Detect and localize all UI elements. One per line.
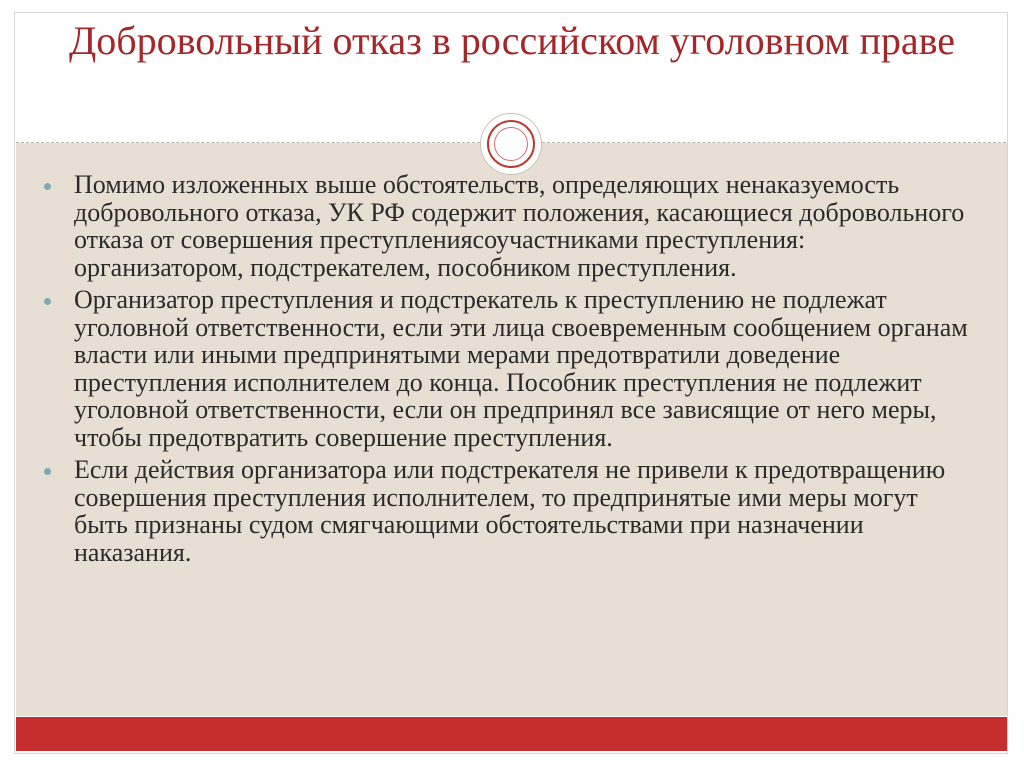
concentric-circle-ornament-icon (480, 113, 542, 175)
footer-bar (16, 717, 1007, 751)
bullet-text: Помимо изложенных выше обстоятельств, определяющих ненаказуемость добровольного отказа, УК РФ содержит положения, касающиеся добровольного отказа от совершения преступлениясоучастниками преступления: организатором, подстрекателем, пособником преступления. (74, 170, 965, 282)
bullet-text: Если действия организатора или подстрекателя не привели к предотвращению совершения преступления исполнителем, то предпринятые ими меры могут быть признаны судом смягчающими обстоятельствами при назначении наказания. (74, 455, 946, 567)
bullet-dot-icon (44, 468, 51, 475)
bullet-text: Организатор преступления и подстрекатель к преступлению не подлежат уголовной ответственности, если эти лица своевременным сообщением органам власти или иными предпринятыми мерами предотвратили доведение преступления исполнителем до конца. Пособник преступления не подлежит уголовной ответственности, если он предпринял все зависящие от него меры, чтобы предотвратить совершение преступления. (74, 285, 968, 452)
bullet-dot-icon (44, 298, 51, 305)
bullet-item (44, 456, 974, 566)
slide-title: Добровольный отказ в российском уголовном праве (68, 18, 956, 63)
bullet-item (44, 286, 974, 451)
bullet-item (44, 171, 974, 281)
ornament-inner-ring (494, 127, 528, 161)
bullet-dot-icon (44, 183, 51, 190)
bullet-list (44, 171, 974, 571)
